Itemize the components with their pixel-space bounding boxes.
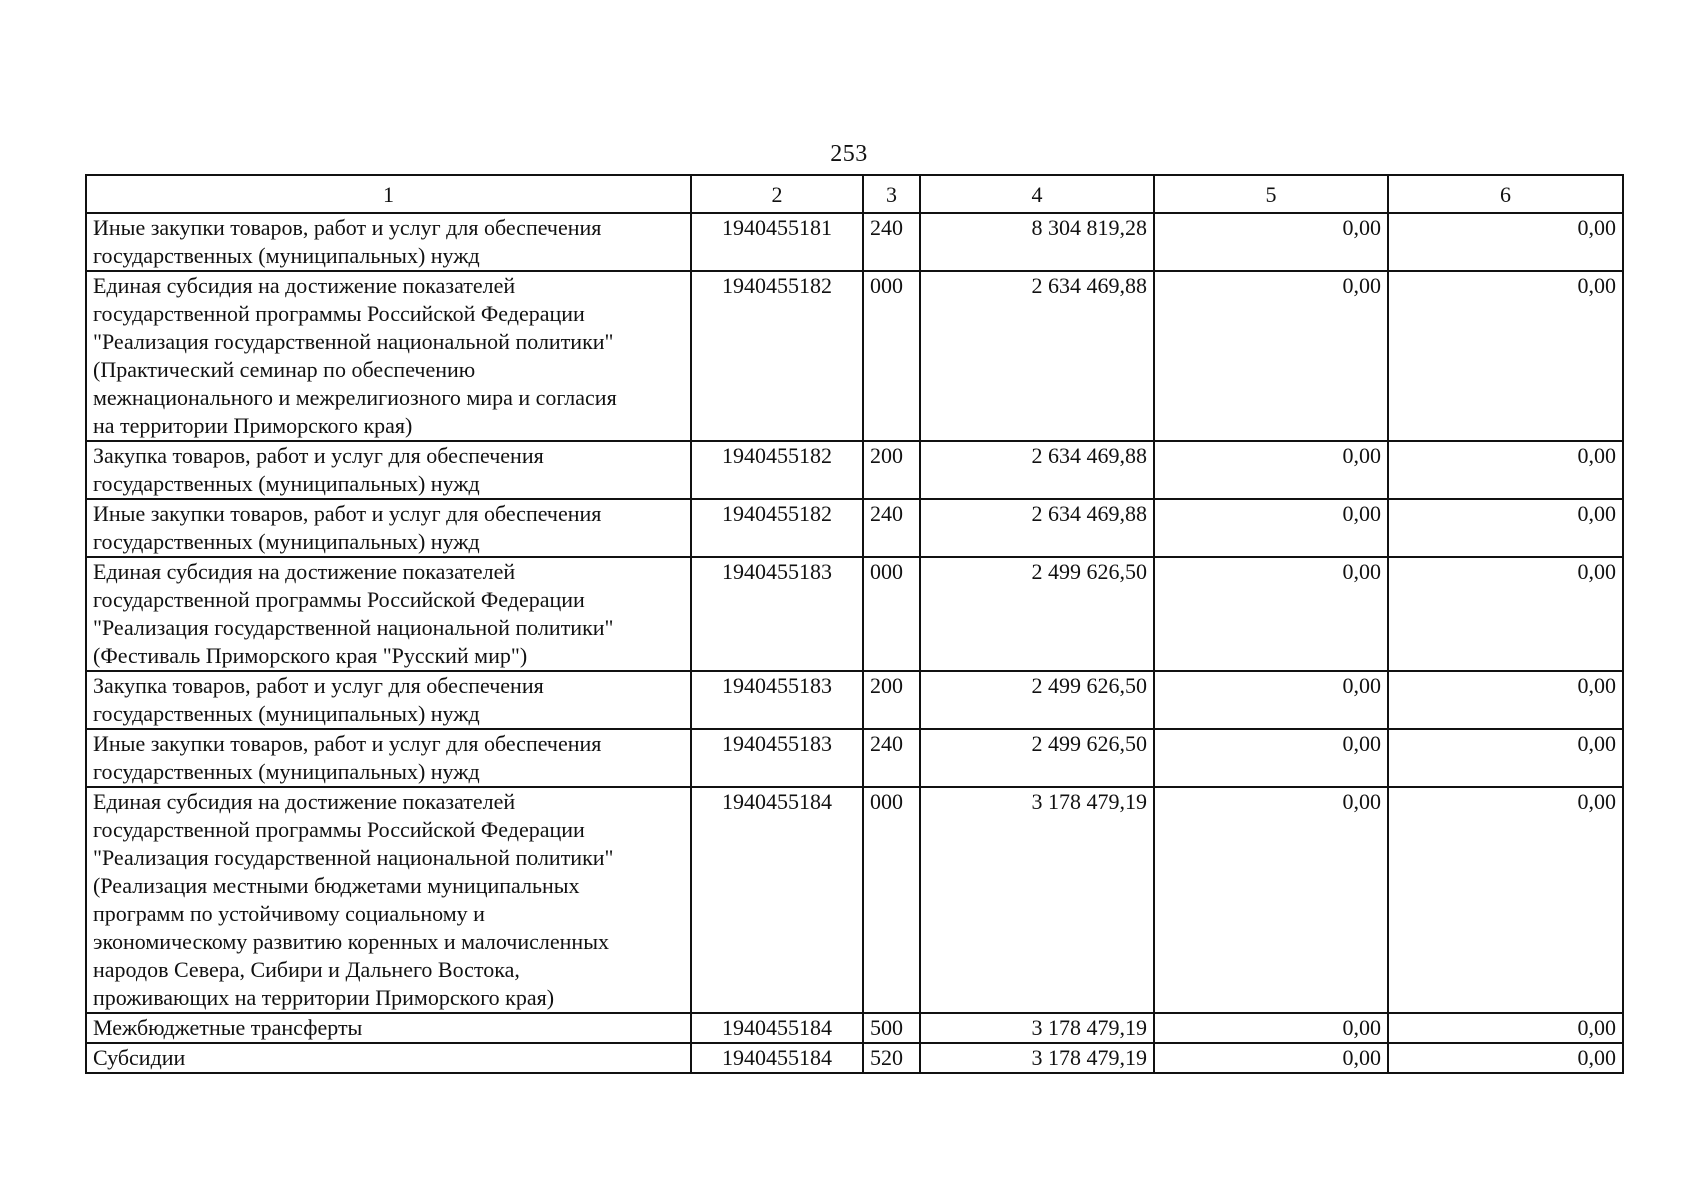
amount-col-4: 2 634 469,88 [920,271,1154,441]
target-code: 1940455181 [691,213,863,271]
item-name: Единая субсидия на достижение показателей государственной программы Российской Федерации "Реализация государственной национальной политики" (Практический семинар по обеспечению межнационального и межрелигиозного мира и согласия на территории Приморского края) [93,273,617,438]
table-row [86,271,1623,441]
item-name-cell [86,787,691,1013]
amount-col-4: 3 178 479,19 [920,1043,1154,1073]
amount-col-4: 3 178 479,19 [920,787,1154,1013]
expense-type: 000 [863,557,920,671]
amount-col-5: 0,00 [1154,1043,1388,1073]
item-name: Единая субсидия на достижение показателей государственной программы Российской Федерации "Реализация государственной национальной политики" (Фестиваль Приморского края "Русский мир") [93,559,614,668]
amount-col-4: 3 178 479,19 [920,1013,1154,1043]
item-name: Закупка товаров, работ и услуг для обеспечения государственных (муниципальных) нужд [93,443,544,496]
budget-table [85,174,1624,1074]
item-name-cell [86,271,691,441]
target-code: 1940455183 [691,729,863,787]
table-row [86,1043,1623,1073]
amount-col-6: 0,00 [1388,671,1623,729]
expense-type: 200 [863,671,920,729]
amount-col-5: 0,00 [1154,671,1388,729]
amount-col-4: 2 634 469,88 [920,499,1154,557]
expense-type: 240 [863,729,920,787]
item-name-cell [86,499,691,557]
item-name-cell [86,1013,691,1043]
amount-col-6: 0,00 [1388,499,1623,557]
header-row [86,175,1623,213]
amount-col-6: 0,00 [1388,1043,1623,1073]
amount-col-4: 2 634 469,88 [920,441,1154,499]
item-name-cell [86,1043,691,1073]
expense-type: 240 [863,213,920,271]
expense-type: 500 [863,1013,920,1043]
item-name-cell [86,557,691,671]
column-header-1: 1 [86,175,691,213]
target-code: 1940455182 [691,271,863,441]
amount-col-6: 0,00 [1388,271,1623,441]
amount-col-6: 0,00 [1388,1013,1623,1043]
expense-type: 000 [863,271,920,441]
amount-col-5: 0,00 [1154,271,1388,441]
table-row [86,557,1623,671]
item-name: Иные закупки товаров, работ и услуг для обеспечения государственных (муниципальных) нужд [93,215,602,268]
table-row [86,729,1623,787]
column-header-2: 2 [691,175,863,213]
column-header-5: 5 [1154,175,1388,213]
target-code: 1940455183 [691,671,863,729]
page-number: 253 [830,141,868,167]
amount-col-4: 2 499 626,50 [920,729,1154,787]
target-code: 1940455182 [691,499,863,557]
item-name-cell [86,213,691,271]
target-code: 1940455183 [691,557,863,671]
expense-type: 240 [863,499,920,557]
amount-col-4: 2 499 626,50 [920,557,1154,671]
amount-col-5: 0,00 [1154,787,1388,1013]
expense-type: 520 [863,1043,920,1073]
target-code: 1940455182 [691,441,863,499]
item-name: Единая субсидия на достижение показателей государственной программы Российской Федерации "Реализация государственной национальной политики" (Реализация местными бюджетами муниципальных программ по устойчивому социальному и экономическому развитию коренных и малочисленных народов Севера, Сибири и Дальнего Востока, проживающих на территории Приморского края) [93,789,614,1010]
item-name: Межбюджетные трансферты [93,1015,363,1040]
amount-col-6: 0,00 [1388,213,1623,271]
amount-col-4: 8 304 819,28 [920,213,1154,271]
amount-col-5: 0,00 [1154,557,1388,671]
amount-col-5: 0,00 [1154,441,1388,499]
target-code: 1940455184 [691,1013,863,1043]
amount-col-6: 0,00 [1388,441,1623,499]
column-header-3: 3 [863,175,920,213]
column-header-6: 6 [1388,175,1623,213]
amount-col-5: 0,00 [1154,1013,1388,1043]
amount-col-5: 0,00 [1154,499,1388,557]
amount-col-4: 2 499 626,50 [920,671,1154,729]
amount-col-6: 0,00 [1388,787,1623,1013]
item-name-cell [86,729,691,787]
column-header-4: 4 [920,175,1154,213]
amount-col-6: 0,00 [1388,557,1623,671]
table-row [86,441,1623,499]
table-row [86,213,1623,271]
target-code: 1940455184 [691,787,863,1013]
table-row [86,1013,1623,1043]
table-row [86,787,1623,1013]
item-name: Иные закупки товаров, работ и услуг для обеспечения государственных (муниципальных) нужд [93,731,602,784]
expense-type: 000 [863,787,920,1013]
table-row [86,671,1623,729]
target-code: 1940455184 [691,1043,863,1073]
item-name-cell [86,441,691,499]
table-row [86,499,1623,557]
expense-type: 200 [863,441,920,499]
amount-col-6: 0,00 [1388,729,1623,787]
item-name: Субсидии [93,1045,186,1070]
item-name: Закупка товаров, работ и услуг для обеспечения государственных (муниципальных) нужд [93,673,544,726]
item-name-cell [86,671,691,729]
amount-col-5: 0,00 [1154,213,1388,271]
amount-col-5: 0,00 [1154,729,1388,787]
item-name: Иные закупки товаров, работ и услуг для обеспечения государственных (муниципальных) нужд [93,501,602,554]
